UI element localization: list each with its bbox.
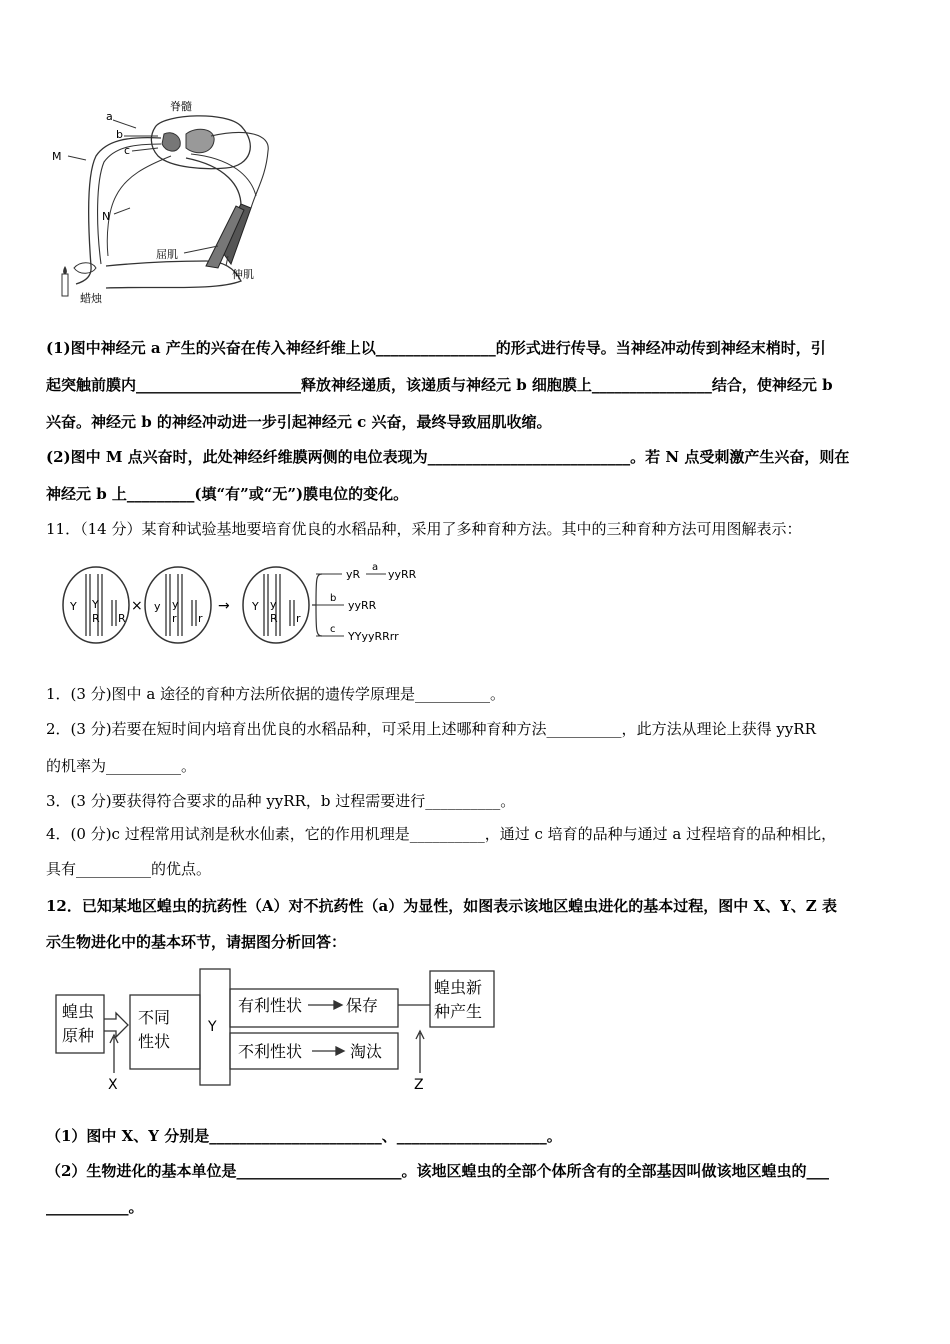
branch-b-result: yyRR — [348, 599, 377, 612]
process-arrow: → — [218, 598, 230, 614]
c1-gene-3: R — [92, 612, 100, 625]
c2-gene-2: y — [172, 598, 179, 611]
q10-p2-line2: 神经元 b 上_________(填“有”或“无”)膜电位的变化。 — [46, 485, 409, 503]
q12-q1: （1）图中 X、Y 分别是_______________________、____________________。 — [46, 1127, 562, 1145]
cross-symbol: × — [131, 598, 143, 614]
box1-line1: 蝗虫 — [62, 1002, 95, 1021]
c1-gene-1: Y — [70, 600, 77, 613]
label-c: c — [124, 144, 131, 157]
q11-intro: 11．（14 分）某育种试验基地要培育优良的水稻品种，采用了多种育种方法。其中的三种育种方法可用图解表示： — [46, 520, 802, 538]
c2-gene-3: r — [172, 612, 177, 625]
q10-p1-line2: 起突触前膜内______________________释放神经递质，该递质与神经元 b 细胞膜上________________结合，使神经元 b — [46, 376, 833, 394]
branch-b-label: b — [330, 593, 337, 604]
branch-a-result: yyRR — [388, 568, 417, 581]
label-x: X — [108, 1077, 118, 1093]
spinal-cord-section — [151, 116, 250, 169]
q11-s4-line1: 4．(0 分)c 过程常用试剂是秋水仙素，它的作用机理是__________，通过 c 培育的品种与通过 a 过程培育的品种相比， — [46, 825, 837, 843]
box1-line2: 原种 — [62, 1026, 95, 1045]
label-extensor: 伸肌 — [232, 268, 254, 281]
c2-gene-1: y — [154, 600, 161, 613]
label-z: Z — [414, 1077, 424, 1093]
q10-p1-line1: (1)图中神经元 a 产生的兴奋在传入神经纤维上以________________的形式进行传导。当神经冲动传到神经末梢时，引 — [46, 339, 826, 357]
branch-a-mid: yR — [346, 568, 361, 581]
q11-s2-line1: 2．(3 分)若要在短时间内培育出优良的水稻品种，可采用上述哪种育种方法__________，此方法从理论上获得 yyRR — [46, 720, 816, 738]
q12-intro-line2: 示生物进化中的基本环节，请据图分析回答： — [46, 933, 347, 951]
c1-gene-2: Y — [92, 598, 99, 611]
branch-a-label: a — [372, 562, 379, 573]
new-species-line1: 蝗虫新 — [434, 978, 483, 997]
q11-s1: 1．(3 分)图中 a 途径的育种方法所依据的遗传学原理是__________。 — [46, 685, 506, 703]
q11-s2-line2: 的机率为__________。 — [46, 757, 197, 775]
label-candle: 蜡烛 — [80, 292, 102, 305]
new-species-line2: 种产生 — [434, 1002, 483, 1021]
c3-gene-4: r — [296, 612, 301, 625]
q12-intro-line1: 12．已知某地区蝗虫的抗药性（A）对不抗药性（a）为显性，如图表示该地区蝗虫进化的基本过程，图中 X、Y、Z 表 — [46, 897, 837, 915]
favorable-traits: 有利性状 — [238, 996, 303, 1015]
evolution-diagram — [54, 965, 504, 1093]
c3-gene-2: y — [270, 598, 277, 611]
q10-p1-line3: 兴奋。神经元 b 的神经冲动进一步引起神经元 c 兴奋，最终导致屈肌收缩。 — [46, 413, 552, 431]
c1-gene-4: R — [118, 612, 126, 625]
breeding-diagram — [60, 560, 440, 650]
q12-q2-line2: ___________。 — [46, 1198, 144, 1216]
preserved: 保存 — [346, 996, 379, 1015]
q10-p2-line1: (2)图中 M 点兴奋时，此处神经纤维膜两侧的电位表现为___________________________。若 N 点受刺激产生兴奋，则在 — [46, 448, 850, 466]
q11-s4-line2: 具有__________的优点。 — [46, 860, 212, 878]
label-M: M — [52, 150, 62, 163]
candle-shape — [62, 274, 68, 296]
box2-line1: 不同 — [138, 1008, 171, 1027]
unfavorable-traits: 不利性状 — [238, 1042, 303, 1061]
q11-s3: 3．(3 分)要获得符合要求的品种 yyRR，b 过程需要进行__________。 — [46, 792, 516, 810]
label-flexor: 屈肌 — [156, 248, 178, 261]
label-b: b — [116, 128, 123, 141]
box2-line2: 性状 — [138, 1032, 171, 1051]
label-N: N — [102, 210, 111, 223]
c3-gene-1: Y — [252, 600, 259, 613]
muscles — [206, 204, 251, 268]
reflex-arc-figure — [46, 96, 276, 306]
label-a: a — [106, 110, 113, 123]
branch-c-label: c — [330, 624, 336, 635]
label-y: Y — [208, 1019, 217, 1035]
label-spinal-cord: 脊髓 — [170, 100, 192, 113]
eliminated: 淘汰 — [350, 1042, 383, 1061]
q12-q2-line1: （2）生物进化的基本单位是______________________。该地区蝗虫的全部个体所含有的全部基因叫做该地区蝗虫的___ — [46, 1162, 829, 1180]
c2-gene-4: r — [198, 612, 203, 625]
branch-c-result: YYyyRRrr — [348, 630, 399, 643]
c3-gene-3: R — [270, 612, 278, 625]
